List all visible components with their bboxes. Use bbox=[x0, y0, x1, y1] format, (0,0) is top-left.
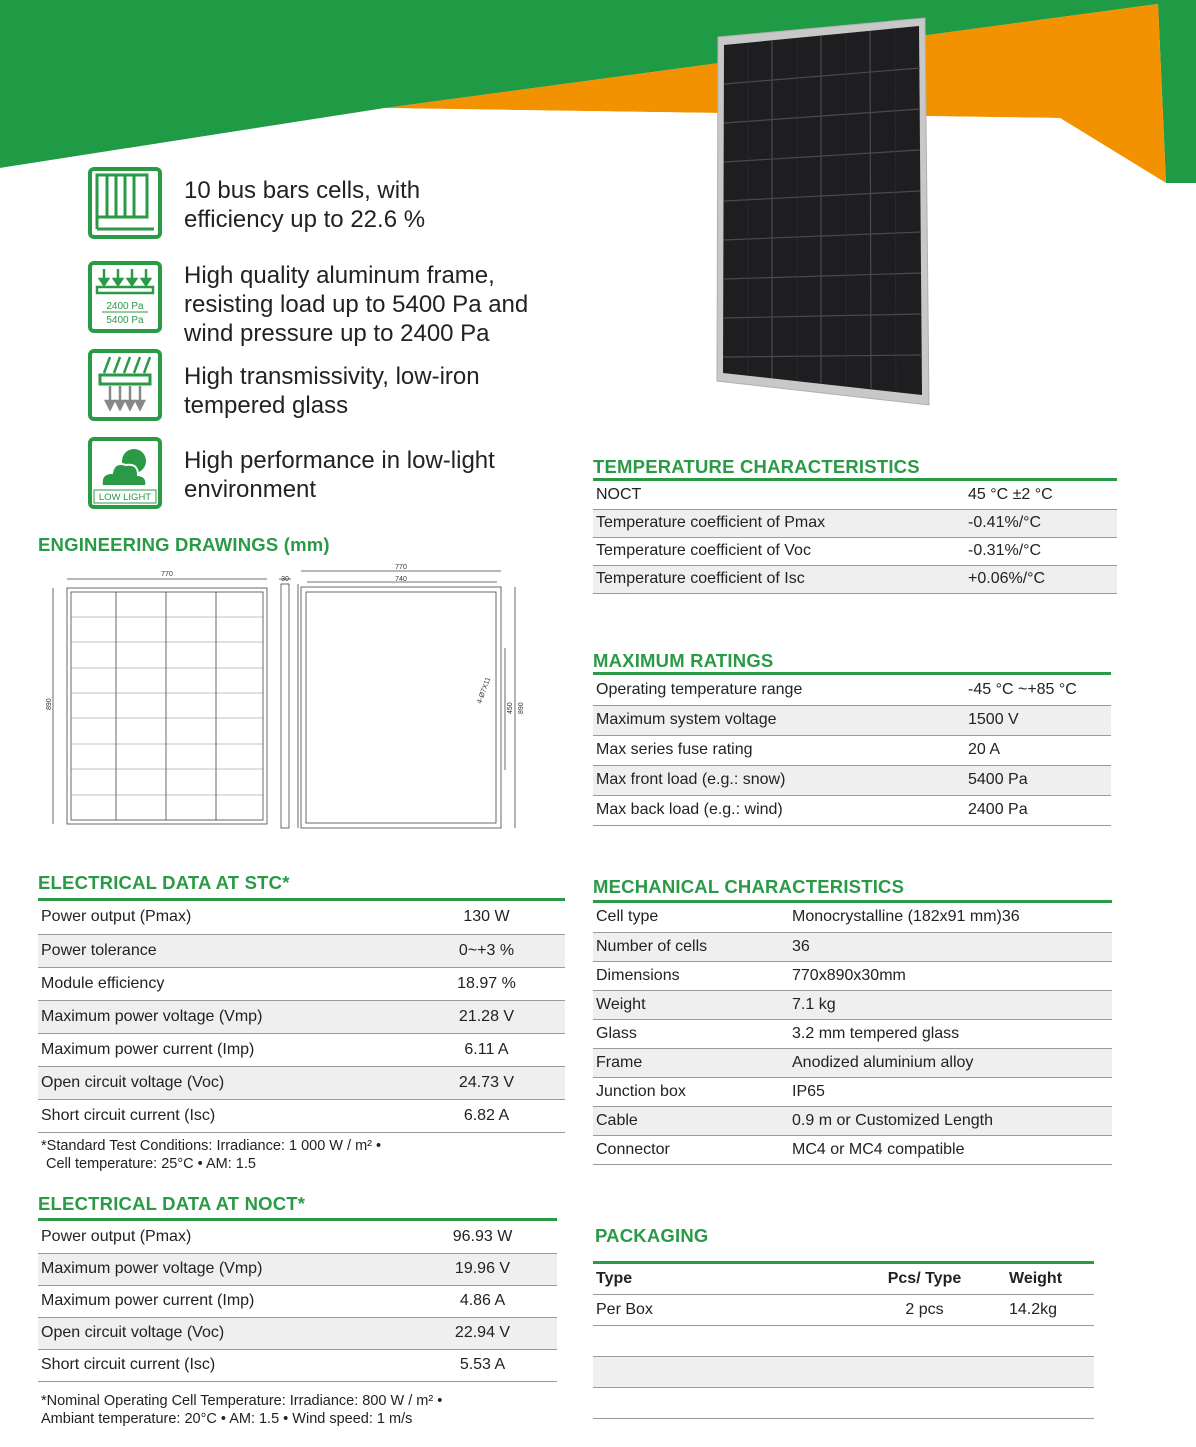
dim-holes: 4-Ø7X11 bbox=[476, 676, 493, 705]
table-row: Max series fuse rating 20 A bbox=[593, 735, 1111, 765]
table-row: Short circuit current (Isc) 6.82 A bbox=[38, 1099, 565, 1132]
packaging-title: PACKAGING bbox=[595, 1225, 709, 1246]
table-row: Number of cells 36 bbox=[593, 932, 1112, 961]
table-row: Temperature coefficient of Pmax -0.41%/°C bbox=[593, 509, 1117, 537]
table-row: NOCT 45 °C ±2 °C bbox=[593, 481, 1117, 509]
table-row: Weight 7.1 kg bbox=[593, 990, 1112, 1019]
cloud-sun-icon bbox=[88, 437, 162, 509]
noct-footnote: *Nominal Operating Cell Temperature: Irradiance: 800 W / m² • Ambiant temperature: 20°C • AM: 1.5 • Wind speed: 1 m/s bbox=[41, 1393, 443, 1427]
feature-text-lowlight: High performance in low-light environment bbox=[184, 447, 495, 503]
noct-table bbox=[38, 1221, 557, 1382]
icon-label-5400: 5400 Pa bbox=[106, 315, 144, 326]
table-row: Glass 3.2 mm tempered glass bbox=[593, 1019, 1112, 1048]
table-row: Frame Anodized aluminium alloy bbox=[593, 1048, 1112, 1077]
table-row: Cable 0.9 m or Customized Length bbox=[593, 1106, 1112, 1135]
icon-label-2400: 2400 Pa bbox=[106, 301, 144, 312]
dim-front-width: 770 bbox=[161, 571, 173, 578]
engineering-drawing bbox=[45, 560, 535, 835]
table-row: Module efficiency 18.97 % bbox=[38, 967, 565, 1000]
drawings-title: ENGINEERING DRAWINGS (mm) bbox=[38, 534, 330, 555]
glass-transmission-icon bbox=[88, 349, 162, 421]
table-row bbox=[593, 1387, 1094, 1418]
mechanical-table bbox=[593, 903, 1112, 1165]
icon-label-lowlight: LOW LIGHT bbox=[98, 492, 152, 503]
table-row bbox=[593, 1356, 1094, 1387]
max-ratings-title: MAXIMUM RATINGS bbox=[593, 650, 774, 671]
table-row: Maximum system voltage 1500 V bbox=[593, 705, 1111, 735]
max-ratings-table bbox=[593, 675, 1111, 826]
table-row: Maximum power voltage (Vmp) 19.96 V bbox=[38, 1253, 557, 1285]
table-row bbox=[593, 1325, 1094, 1356]
table-row: Operating temperature range -45 °C ~+85 °C bbox=[593, 675, 1111, 705]
table-header-row: Type Pcs/ Type Weight bbox=[593, 1264, 1094, 1294]
table-row: Open circuit voltage (Voc) 24.73 V bbox=[38, 1066, 565, 1099]
table-row: Short circuit current (Isc) 5.53 A bbox=[38, 1349, 557, 1381]
table-row: Temperature coefficient of Isc +0.06%/°C bbox=[593, 565, 1117, 593]
dim-side-depth: 30 bbox=[281, 576, 289, 583]
load-pressure-icon bbox=[88, 261, 162, 333]
table-row: Cell type Monocrystalline (182x91 mm)36 bbox=[593, 903, 1112, 932]
solar-panel-image bbox=[715, 15, 930, 407]
table-row: Maximum power current (Imp) 6.11 A bbox=[38, 1033, 565, 1066]
table-row: Power tolerance 0~+3 % bbox=[38, 934, 565, 967]
mechanical-title: MECHANICAL CHARACTERISTICS bbox=[593, 876, 905, 897]
feature-text-frame: High quality aluminum frame, resisting load up to 5400 Pa and wind pressure up to 2400 Pa bbox=[184, 262, 529, 347]
dim-front-height: 890 bbox=[46, 698, 53, 710]
table-row: Connector MC4 or MC4 compatible bbox=[593, 1135, 1112, 1164]
table-row: Dimensions 770x890x30mm bbox=[593, 961, 1112, 990]
dim-back-inner: 740 bbox=[395, 576, 407, 583]
dim-hole-spacing: 450 bbox=[507, 702, 514, 714]
stc-table bbox=[38, 901, 565, 1133]
feature-text-glass: High transmissivity, low-iron tempered glass bbox=[184, 363, 480, 419]
stc-title: ELECTRICAL DATA AT STC* bbox=[38, 872, 290, 893]
noct-title: ELECTRICAL DATA AT NOCT* bbox=[38, 1193, 306, 1214]
packaging-table bbox=[593, 1264, 1094, 1419]
table-row: Junction box IP65 bbox=[593, 1077, 1112, 1106]
temperature-table bbox=[593, 481, 1117, 594]
stc-footnote: *Standard Test Conditions: Irradiance: 1 000 W / m² • Cell temperature: 25°C • AM: 1.5 bbox=[41, 1138, 382, 1172]
table-row: Open circuit voltage (Voc) 22.94 V bbox=[38, 1317, 557, 1349]
feature-text-busbar: 10 bus bars cells, with efficiency up to 22.6 % bbox=[184, 177, 426, 233]
dim-back-height: 890 bbox=[518, 702, 525, 714]
table-row: Power output (Pmax) 96.93 W bbox=[38, 1221, 557, 1253]
table-row: Max back load (e.g.: wind) 2400 Pa bbox=[593, 795, 1111, 825]
table-row: Per Box 2 pcs 14.2kg bbox=[593, 1294, 1094, 1325]
header-banner bbox=[0, 0, 1196, 200]
table-row: Power output (Pmax) 130 W bbox=[38, 901, 565, 934]
table-row: Temperature coefficient of Voc -0.31%/°C bbox=[593, 537, 1117, 565]
dim-back-width: 770 bbox=[395, 564, 407, 571]
busbar-cell-icon bbox=[88, 167, 162, 239]
table-row: Maximum power current (Imp) 4.86 A bbox=[38, 1285, 557, 1317]
table-row: Max front load (e.g.: snow) 5400 Pa bbox=[593, 765, 1111, 795]
table-row: Maximum power voltage (Vmp) 21.28 V bbox=[38, 1000, 565, 1033]
temperature-title: TEMPERATURE CHARACTERISTICS bbox=[593, 456, 920, 477]
